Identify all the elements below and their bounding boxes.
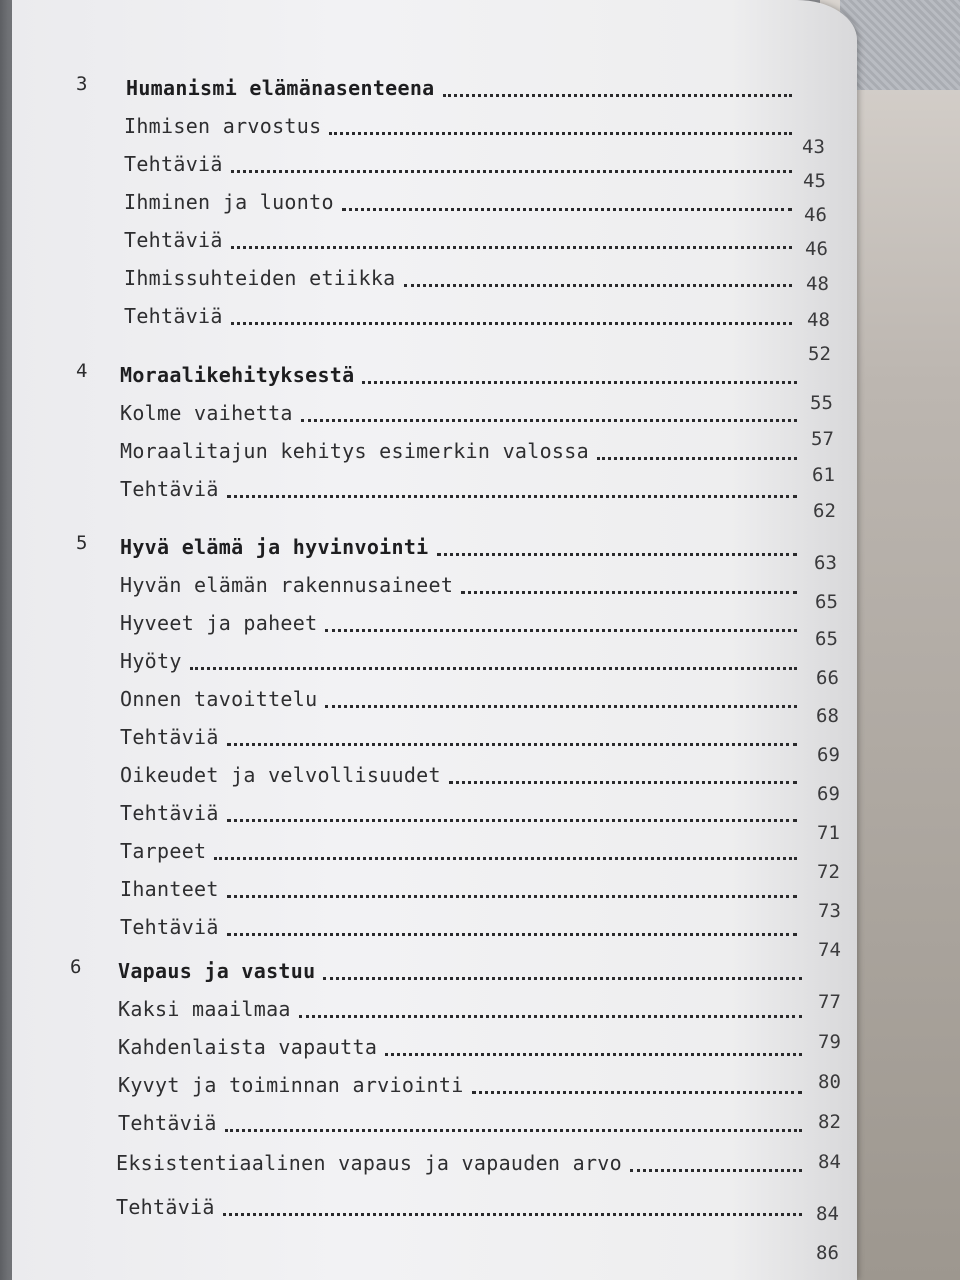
toc-entry [0, 145, 800, 183]
page-number: 48 [806, 273, 829, 295]
dot-leader [227, 813, 797, 822]
chapter-title: Moraalikehityksestä [120, 363, 355, 387]
toc-entry [0, 432, 805, 470]
toc-entry [0, 756, 805, 794]
page-number: 57 [811, 428, 834, 450]
dot-leader [385, 1047, 802, 1056]
toc-entry [0, 183, 800, 221]
toc-entry [0, 642, 805, 680]
toc-entry [0, 870, 805, 908]
page-number: 84 [818, 1151, 841, 1173]
dot-leader [214, 851, 797, 860]
toc-entry [0, 718, 805, 756]
page-number: 61 [812, 464, 835, 486]
dot-leader [323, 971, 802, 980]
toc-entry [0, 566, 805, 604]
entry-label: Ihminen ja luonto [124, 190, 334, 214]
page-number: 45 [803, 170, 826, 192]
page-number: 79 [818, 1031, 841, 1053]
chapter-number: 6 [70, 956, 82, 978]
toc-entry [0, 604, 805, 642]
dot-leader [227, 489, 797, 498]
chapter-4 [0, 356, 805, 508]
chapter-title: Humanismi elämänasenteena [126, 76, 435, 100]
entry-label: Ihanteet [120, 877, 219, 901]
page-number: 71 [817, 822, 840, 844]
entry-label: Tehtäviä [118, 1111, 217, 1135]
chapter-heading [0, 69, 800, 107]
toc-entry [0, 1144, 810, 1188]
entry-label: Kaksi maailmaa [118, 997, 291, 1021]
entry-label: Hyveet ja paheet [120, 611, 318, 635]
entry-label: Tehtäviä [120, 801, 219, 825]
entry-label: Tehtäviä [120, 477, 219, 501]
toc-entry [0, 470, 805, 508]
dot-leader [227, 889, 797, 898]
page-number: 52 [808, 343, 831, 365]
entry-label: Tehtäviä [120, 915, 219, 939]
dot-leader [227, 737, 797, 746]
dot-leader [325, 699, 797, 708]
dot-leader [449, 775, 797, 784]
entry-label: Eksistentiaalinen vapaus ja vapauden arvo [116, 1151, 622, 1175]
page-number: 73 [818, 900, 841, 922]
dot-leader [301, 413, 797, 422]
chapter-number: 4 [76, 360, 88, 382]
dot-leader [342, 202, 792, 211]
chapter-heading [0, 952, 810, 990]
dot-leader [443, 88, 792, 97]
page-number: 69 [817, 744, 840, 766]
dot-leader [227, 927, 797, 936]
page-number: 55 [810, 392, 833, 414]
chapter-title: Hyvä elämä ja hyvinvointi [120, 535, 429, 559]
page-number: 84 [816, 1203, 839, 1225]
chapter-heading [0, 528, 805, 566]
page-number: 46 [804, 204, 827, 226]
entry-label: Tehtäviä [124, 152, 223, 176]
entry-label: Tehtäviä [124, 304, 223, 328]
entry-label: Oikeudet ja velvollisuudet [120, 763, 441, 787]
dot-leader [325, 623, 797, 632]
page-number: 48 [807, 309, 830, 331]
entry-label: Kahdenlaista vapautta [118, 1035, 378, 1059]
entry-label: Hyöty [120, 649, 182, 673]
page-number: 86 [816, 1242, 839, 1264]
toc-entry [0, 832, 805, 870]
entry-label: Tehtäviä [120, 725, 219, 749]
toc-entry [0, 794, 805, 832]
chapter-5 [0, 528, 805, 946]
chapter-number: 5 [76, 532, 88, 554]
page-number: 65 [815, 591, 838, 613]
page-number: 62 [813, 500, 836, 522]
page-number: 68 [816, 705, 839, 727]
dot-leader [231, 164, 792, 173]
dot-leader [630, 1163, 802, 1172]
page-number: 80 [818, 1071, 841, 1093]
entry-label: Kolme vaihetta [120, 401, 293, 425]
chapter-6 [0, 952, 810, 1226]
page-number: 65 [815, 628, 838, 650]
page-number: 77 [818, 991, 841, 1013]
dot-leader [472, 1085, 802, 1094]
dot-leader [223, 1207, 802, 1216]
toc-entry [0, 1028, 810, 1066]
dot-leader [362, 375, 797, 384]
entry-label: Onnen tavoittelu [120, 687, 318, 711]
entry-label: Tehtäviä [124, 228, 223, 252]
entry-label: Tehtäviä [116, 1195, 215, 1219]
dot-leader [190, 661, 797, 670]
entry-label: Hyvän elämän rakennusaineet [120, 573, 454, 597]
page-number: 74 [818, 939, 841, 961]
toc-entry [0, 990, 810, 1028]
chapter-heading [0, 356, 805, 394]
toc-entry [0, 1066, 810, 1104]
chapter-title: Vapaus ja vastuu [118, 959, 316, 983]
toc-entry [0, 259, 800, 297]
dot-leader [231, 316, 792, 325]
toc-entry [0, 680, 805, 718]
toc-entry [0, 221, 800, 259]
entry-label: Ihmisen arvostus [124, 114, 322, 138]
entry-label: Moraalitajun kehitys esimerkin valossa [120, 439, 589, 463]
toc-entry [0, 107, 800, 145]
page-number: 72 [817, 861, 840, 883]
page-number: 63 [814, 552, 837, 574]
page-number: 82 [818, 1111, 841, 1133]
chapter-3 [0, 69, 800, 335]
entry-label: Kyvyt ja toiminnan arviointi [118, 1073, 464, 1097]
dot-leader [461, 585, 797, 594]
toc-entry [0, 394, 805, 432]
entry-label: Tarpeet [120, 839, 207, 863]
chapter-number: 3 [76, 73, 88, 95]
dot-leader [231, 240, 792, 249]
page-number: 43 [802, 136, 825, 158]
dot-leader [299, 1009, 802, 1018]
dot-leader [225, 1123, 802, 1132]
dot-leader [437, 547, 797, 556]
toc-entry [0, 908, 805, 946]
dot-leader [404, 278, 792, 287]
page-number: 46 [805, 238, 828, 260]
dot-leader [597, 451, 797, 460]
entry-label: Ihmissuhteiden etiikka [124, 266, 396, 290]
toc-entry [0, 297, 800, 335]
dot-leader [329, 126, 792, 135]
toc-entry [0, 1188, 810, 1226]
toc-entry [0, 1104, 810, 1144]
page-number: 69 [817, 783, 840, 805]
page-number: 66 [816, 667, 839, 689]
